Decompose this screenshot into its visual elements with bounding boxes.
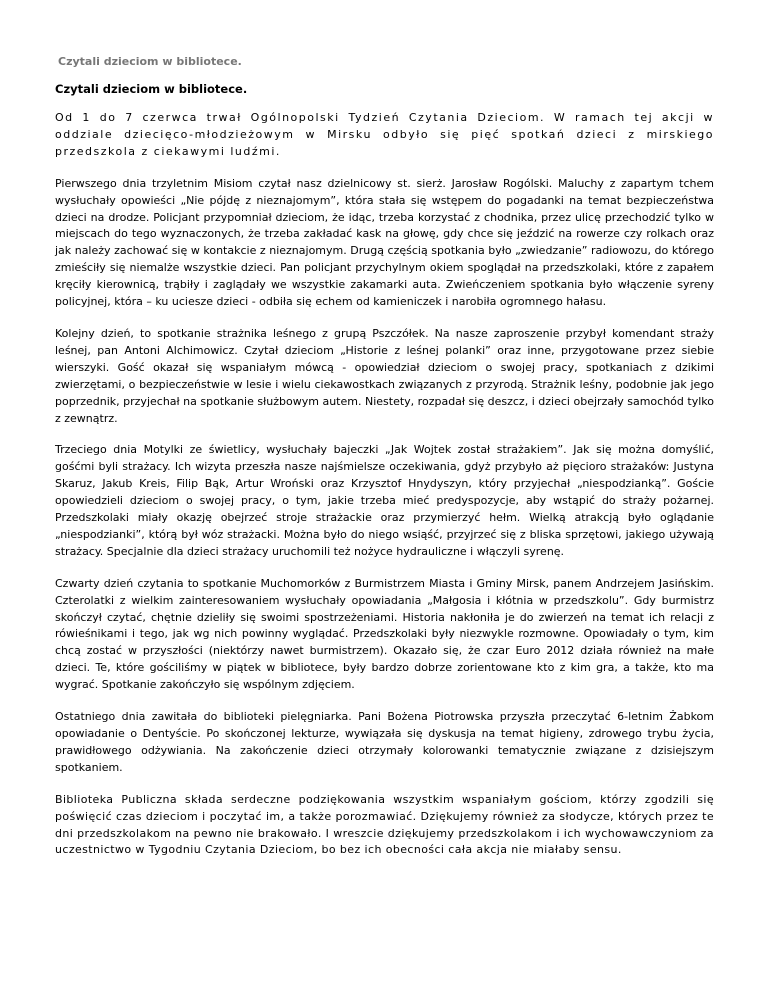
running-header: Czytali dzieciom w bibliotece. — [58, 55, 242, 68]
paragraph-day-1: Pierwszego dnia trzyletnim Misiom czytał nasz dzielnicowy st. sierż. Jarosław Rogólski. Maluchy z zapartym tchem wysłuchały opowieści „Nie pójdę z nieznajomym”, która stała się wstępem do pogadanki na temat bezpieczeństwa dzieci na drodze. Policjant przypomniał dzieciom, że idąc, trzeba korzystać z chodnika, przez ulicę przechodzić tylko w miejscach do tego wyznaczonych, że trzeba zakładać kask na głowę, gdy chce się jeździć na rowerze czy rolkach oraz jak należy zachować się w kontakcie z nieznajomym. Drugą częścią spotkania było „zwiedzanie” radiowozu, do którego zmieściły się niemalże wszystkie dzieci. Pan policjant przychylnym okiem spoglądał na przedszkolaki, które z zapałem kręciły kierownicą, trąbiły i zaglądały we wszystkie zakamarki auta. Zwieńczeniem spotkania było włączenie syreny policyjnej, która – ku uciesze dzieci - odbiła się echem od kamieniczek i narobiła ogromnego hałasu. — [55, 176, 714, 309]
article-body — [55, 110, 714, 874]
paragraph-day-5: Ostatniego dnia zawitała do biblioteki pielęgniarka. Pani Bożena Piotrowska przyszła przeczytać 6-letnim Żabkom opowiadanie o Dentyście. Po skończonej lekturze, wywiązała się dyskusja na temat higieny, zdrowego trybu życia, prawidłowego odżywiania. Na zakończenie dzieci otrzymały kolorowanki tematycznie związane z dzisiejszym spotkaniem. — [55, 710, 714, 774]
paragraph-day-3: Trzeciego dnia Motylki ze świetlicy, wysłuchały bajeczki „Jak Wojtek został strażakiem”. Jak się można domyślić, gośćmi byli strażacy. Ich wizyta przeszła nasze najśmielsze oczekiwania, gdyż przybyło aż pięcioro strażaków: Justyna Skaruz, Jakub Kreis, Filip Bąk, Artur Wroński oraz Krzysztof Hnydyszyn, który przyjechał „niespodzianką”. Goście opowiedzieli dzieciom o swojej pracy, o tym, jakie trzeba mieć predyspozycje, aby wstąpić do straży pożarnej. Przedszkolaki miały okazję obejrzeć stroje strażackie oraz przymierzyć hełm. Wielką atrakcją było oglądanie „niespodzianki”, którą był wóz strażacki. Można było do niego wsiąść, przyjrzeć się z bliska sprzętowi, jakiego używają strażacy. Specjalnie dla dzieci strażacy uruchomili też nożyce hydrauliczne i włączyli syrenę. — [55, 443, 714, 558]
paragraph-day-2: Kolejny dzień, to spotkanie strażnika leśnego z grupą Pszczółek. Na nasze zaproszenie przybył komendant straży leśnej, pan Antoni Alchimowicz. Czytał dzieciom „Historie z leśnej polanki” oraz inne, przygotowane przez siebie wierszyki. Gość okazał się wspaniałym mówcą - opowiedział dzieciom o swojej pracy, spotkaniach z dzikimi zwierzętami, o bezpieczeństwie w lesie i wielu ciekawostkach związanych z przyrodą. Strażnik leśny, podobnie jak jego poprzednik, przyjechał na spotkanie służbowym autem. Niestety, rozpadał się deszcz, i dzieci obejrzały samochód tylko z zewnątrz. — [55, 326, 714, 425]
paragraph-day-4: Czwarty dzień czytania to spotkanie Muchomorków z Burmistrzem Miasta i Gminy Mirsk, panem Andrzejem Jasińskim. Czterolatki z wielkim zainteresowaniem wysłuchały opowiadania „Małgosia i kłótnia w przedszkolu”. Gdy burmistrz skończył czytać, chętnie dzieliły się swoimi spostrzeżeniami. Historia nakłoniła je do zwierzeń na temat ich relacji z rówieśnikami i tego, jak wg nich powinny wyglądać. Przedszkolaki były niezwykle rozmowne. Opowiadały o tym, kim chcą zostać w przyszłości (niektórzy nawet burmistrzem). Okazało się, że czar Euro 2012 działa również na małe dzieci. Te, które gościliśmy w piątek w bibliotece, były bardzo dobrze zorientowane kto z kim gra, a także, kto ma wygrać. Spotkanie zakończyło się wspólnym zdjęciem. — [55, 576, 714, 692]
paragraph-thanks: Biblioteka Publiczna składa serdeczne podziękowania wszystkim wspaniałym gościom, którzy zgodzili się poświęcić czas dzieciom i poczytać im, a także porozmawiać. Dziękujemy również za słodycze, których przez te dni przedszkolakom na pewno nie brakowało. I wreszcie dziękujemy przedszkolakom i ich wychowawczyniom za uczestnictwo w Tygodniu Czytania Dzieciom, bo bez ich obecności cała akcja nie miałaby sensu. — [55, 792, 714, 857]
paragraph-intro: Od 1 do 7 czerwca trwał Ogólnopolski Tydzień Czytania Dzieciom. W ramach tej akcji w oddziale dziecięco-młodzieżowym w Mirsku odbyło się pięć spotkań dzieci z mirskiego przedszkola z ciekawymi ludźmi. — [55, 111, 714, 158]
article-title: Czytali dzieciom w bibliotece. — [55, 82, 248, 96]
